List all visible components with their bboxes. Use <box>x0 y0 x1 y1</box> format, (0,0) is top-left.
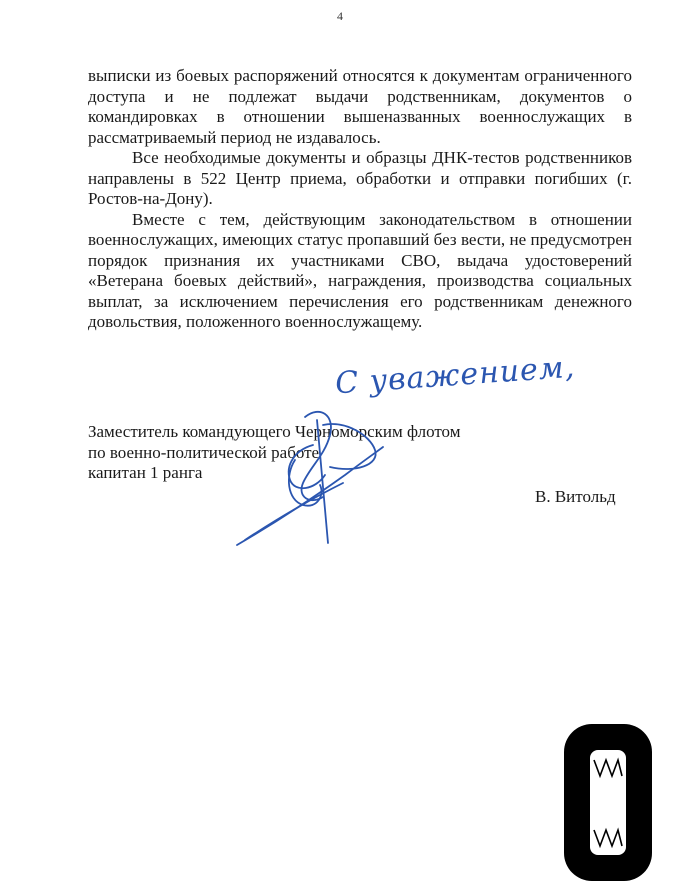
letter-body <box>88 66 632 333</box>
page-number: 4 <box>337 9 343 23</box>
stamp-digit-zero <box>560 720 656 885</box>
handwritten-closing: С уважением, <box>334 349 577 402</box>
handwritten-signature <box>225 405 395 550</box>
signatory-name: В. Витольд <box>535 487 616 506</box>
signatory-title-line-2: по военно-политической работе <box>88 442 320 462</box>
signatory-title-line-1: Заместитель командующего Черноморским флотом <box>88 422 461 441</box>
signatory-rank: капитан 1 ранга <box>88 463 203 482</box>
paragraph-2: Все необходимые документы и образцы ДНК-тестов родственников направлены в 522 Центр приема, обработки и отправки погибших (г. Ростов-на-Дону). <box>88 148 632 208</box>
paragraph-1: выписки из боевых распоряжений относятся к документам ограниченного доступа и не подлежат выдачи родственникам, документов о командировках в отношении вышеназванных военнослужащих в рассматриваемый период не издавалось. <box>88 66 632 147</box>
paragraph-3: Вместе с тем, действующим законодательством в отношении военнослужащих, имеющих статус пропавший без вести, не предусмотрен порядок признания их участниками СВО, выдача удостоверений «Ветерана боевых действий», награждения, производства социальных выплат, за исключением перечисления его родственникам денежного довольствия, положенного военнослужащему. <box>88 209 632 331</box>
